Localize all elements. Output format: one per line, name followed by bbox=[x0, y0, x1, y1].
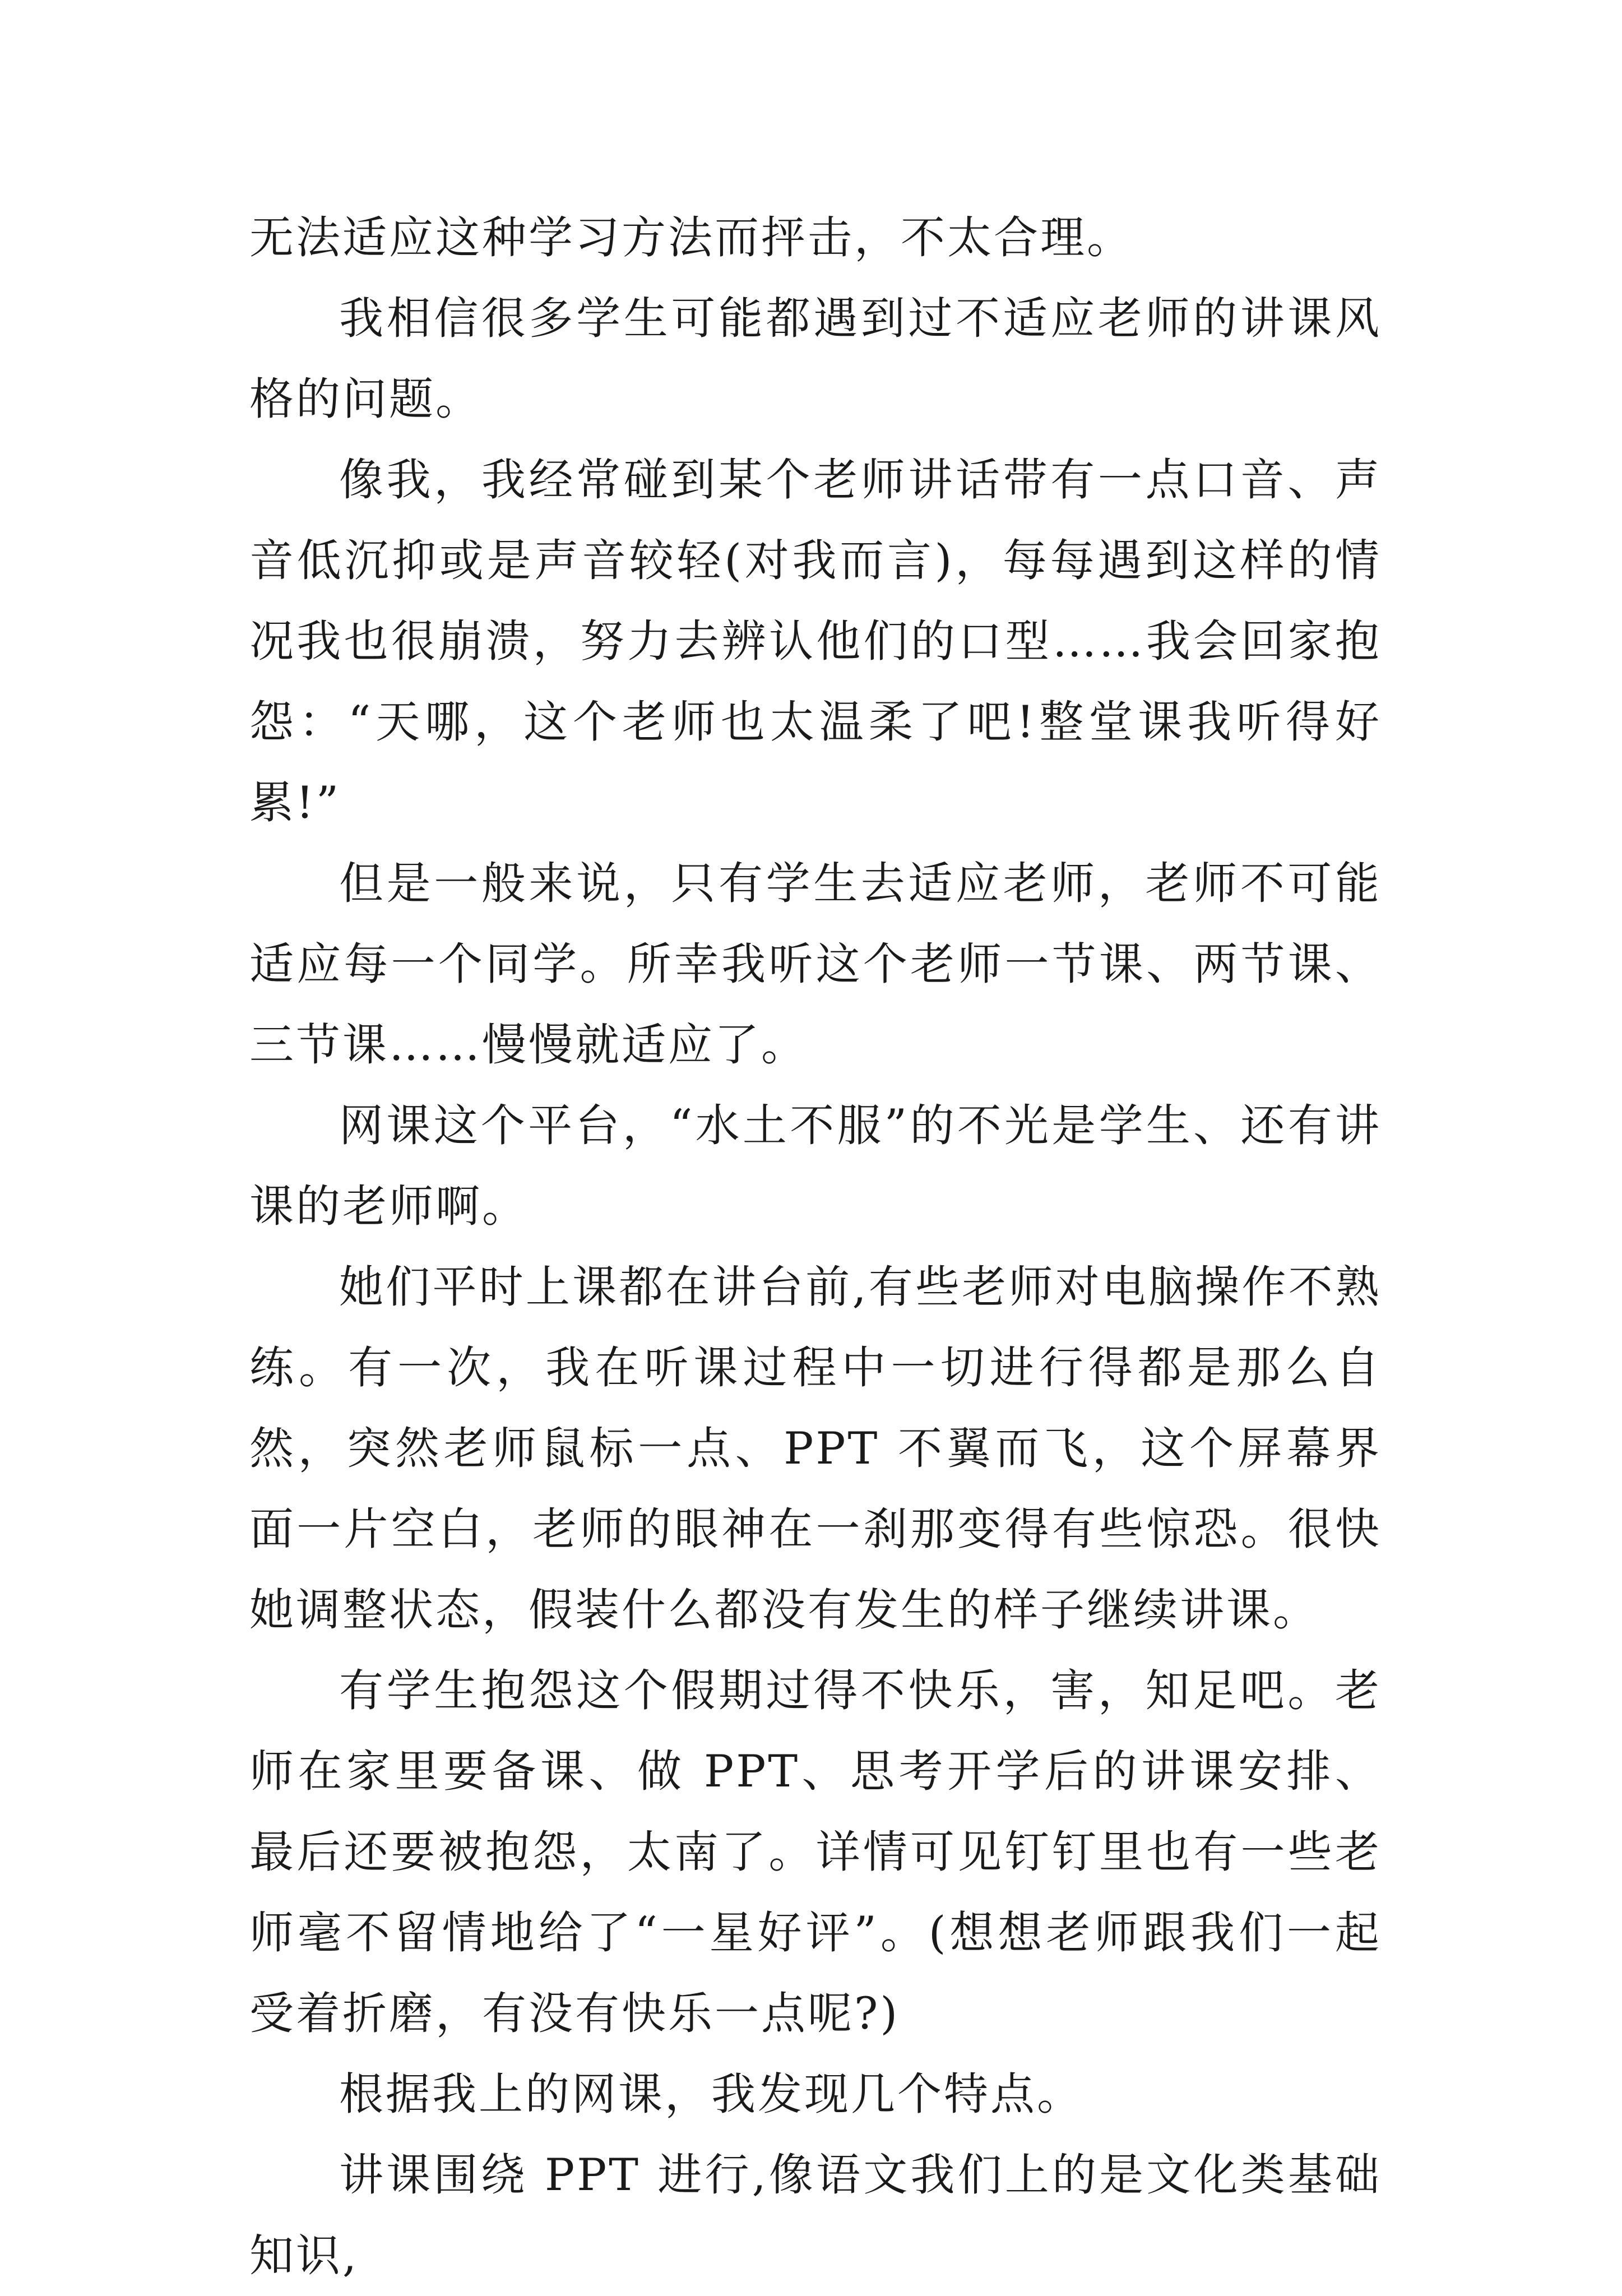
paragraph-9: 讲课围绕 PPT 进行,像语文我们上的是文化类基础知识, bbox=[249, 2149, 1382, 2281]
paragraph-3: 像我，我经常碰到某个老师讲话带有一点口音、声音低沉抑或是声音较轻(对我而言)，每每遇到这样的情况我也很崩溃，努力去辨认他们的口型……我会回家抱怨：“天哪，这个老师也太温柔了吧!整堂课我听得好累!” bbox=[249, 454, 1382, 828]
document-body bbox=[249, 197, 1382, 2296]
paragraph-5: 网课这个平台，“水土不服”的不光是学生、还有讲课的老师啊。 bbox=[249, 1100, 1382, 1232]
paragraph-6: 她们平时上课都在讲台前,有些老师对电脑操作不熟练。有一次，我在听课过程中一切进行得都是那么自然，突然老师鼠标一点、PPT 不翼而飞，这个屏幕界面一片空白，老师的眼神在一刹那变得有些惊恐。很快她调整状态，假装什么都没有发生的样子继续讲课。 bbox=[249, 1261, 1382, 1636]
paragraph-1: 无法适应这种学习方法而抨击，不太合理。 bbox=[249, 212, 1133, 263]
paragraph-7: 有学生抱怨这个假期过得不快乐，害，知足吧。老师在家里要备课、做 PPT、思考开学后的讲课安排、最后还要被抱怨，太南了。详情可见钉钉里也有一些老师毫不留情地给了“一星好评”。(想想老师跟我们一起受着折磨，有没有快乐一点呢?) bbox=[249, 1665, 1382, 2039]
paragraph-4: 但是一般来说，只有学生去适应老师，老师不可能适应每一个同学。所幸我听这个老师一节课、两节课、三节课……慢慢就适应了。 bbox=[249, 858, 1382, 1071]
paragraph-8: 根据我上的网课，我发现几个特点。 bbox=[339, 2068, 1083, 2120]
paragraph-2: 我相信很多学生可能都遇到过不适应老师的讲课风格的问题。 bbox=[249, 293, 1382, 425]
